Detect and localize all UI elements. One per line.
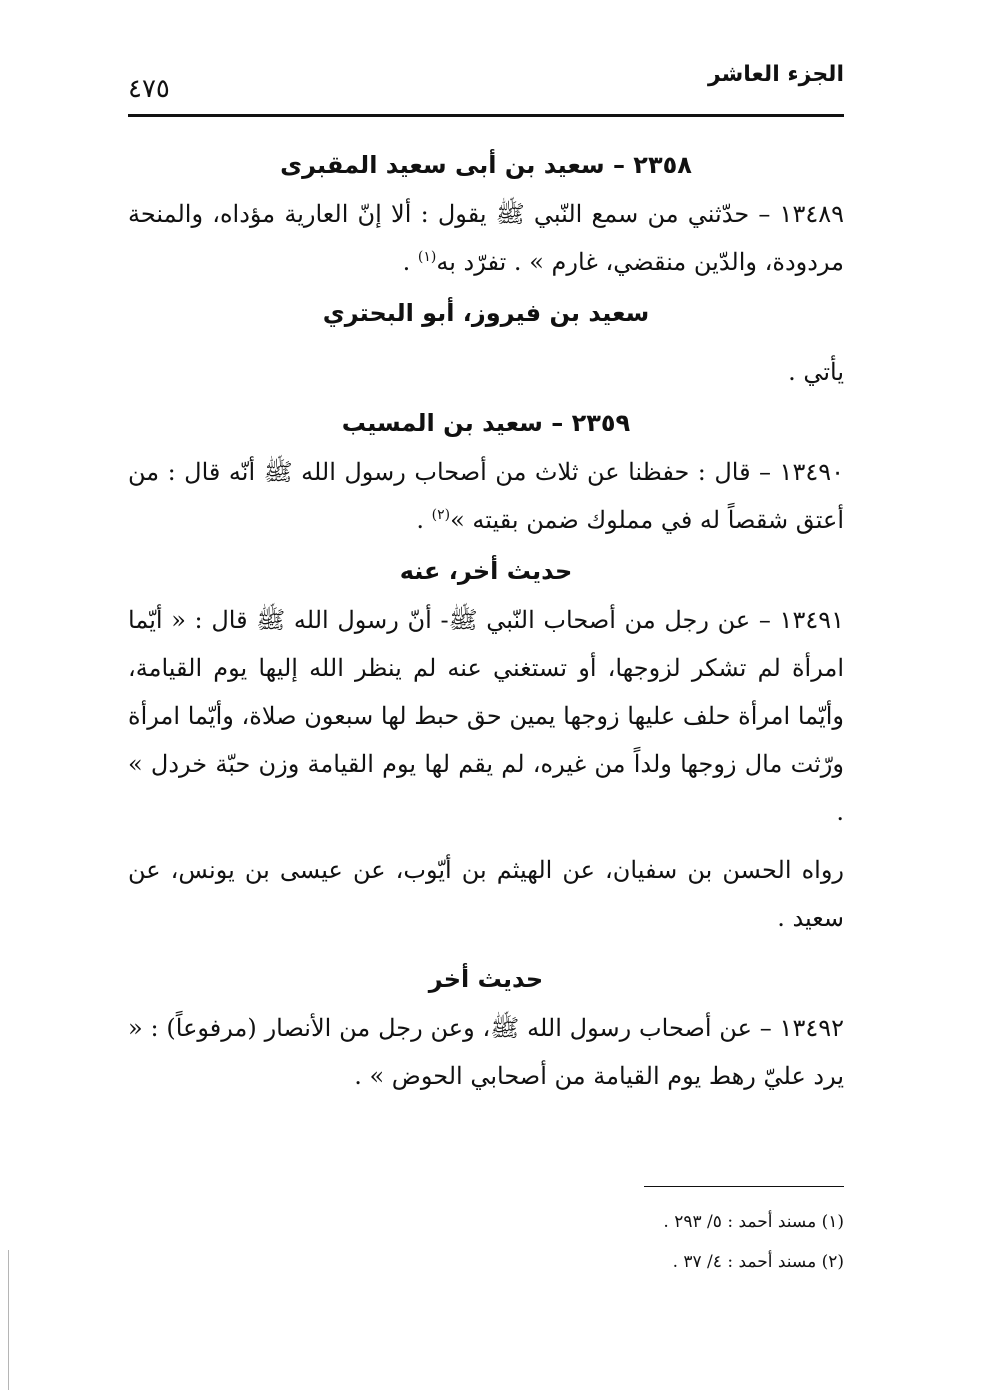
footnote-1: (١) مسند أحمد : ٥/ ٢٩٣ . (663, 1212, 844, 1232)
hadith-13492: ١٣٤٩٢ – عن أصحاب رسول الله ﷺ، وعن رجل من الأنصار (مرفوعاً) : « يرد عليّ رهط يوم القيامة من أصحابي الحوض » . (128, 1014, 844, 1090)
hadith-13490-end: . (416, 506, 432, 534)
footnote-ref-1[interactable]: (١) (417, 249, 437, 265)
footnotes (244, 1202, 844, 1282)
narration-chain: رواه الحسن بن سفيان، عن الهيثم بن أيّوب، عن عيسى بن يونس، عن سعيد . (128, 856, 844, 932)
section-heading-another-hadith-from-him: حديث أخر، عنه (399, 557, 573, 585)
page-body (128, 138, 844, 1100)
hadith-13489-end: . (402, 248, 418, 276)
footnote-2: (٢) مسند أحمد : ٤/ ٣٧ . (672, 1252, 844, 1272)
hadith-13491: ١٣٤٩١ – عن رجل من أصحاب النّبي ﷺ- أنّ رسول الله ﷺ قال : « أيّما امرأة لم تشكر لزوجها، أو تستغني عنه لم ينظر الله إليها يوم القيامة، وأيّما امرأة حلف عليها زوجها يمين حق حبط لها سبعون صلاة، وأيّما امرأة ورّثت مال زوجها ولداً من غيره، لم يقم لها يوم القيامة وزن حبّة خردل » . (128, 606, 844, 826)
section-heading-2358: ٢٣٥٨ – سعيد بن أبى سعيد المقبرى (280, 151, 692, 179)
page-header (128, 56, 844, 116)
section-heading-another-hadith: حديث أخر (428, 965, 544, 993)
running-title: الجزء العاشر (707, 62, 844, 87)
cross-reference-text: يأتي . (788, 358, 844, 386)
section-heading-2359: ٢٣٥٩ – سعيد بن المسيب (341, 409, 631, 437)
header-rule (128, 114, 844, 117)
scan-margin-line (8, 1250, 9, 1390)
hadith-13489-text: ١٣٤٨٩ – حدّثني من سمع النّبي ﷺ يقول : ألا إنّ العارية مؤداه، والمنحة مردودة، والدّين منقضي، غارم » . تفرّد به (128, 200, 844, 276)
section-heading-said-ibn-fayruz: سعيد بن فيروز، أبو البحتري (322, 299, 650, 327)
hadith-13490-text: ١٣٤٩٠ – قال : حفظنا عن ثلاث من أصحاب رسول الله ﷺ أنّه قال : من أعتق شقصاً له في مملوك ضمن بقيته » (128, 458, 844, 534)
footnote-separator (644, 1186, 844, 1187)
footnote-ref-2[interactable]: (٢) (431, 507, 451, 523)
hadith-13490 (128, 448, 844, 544)
page-number: ٤٧٥ (128, 74, 170, 104)
hadith-13489 (128, 190, 844, 286)
